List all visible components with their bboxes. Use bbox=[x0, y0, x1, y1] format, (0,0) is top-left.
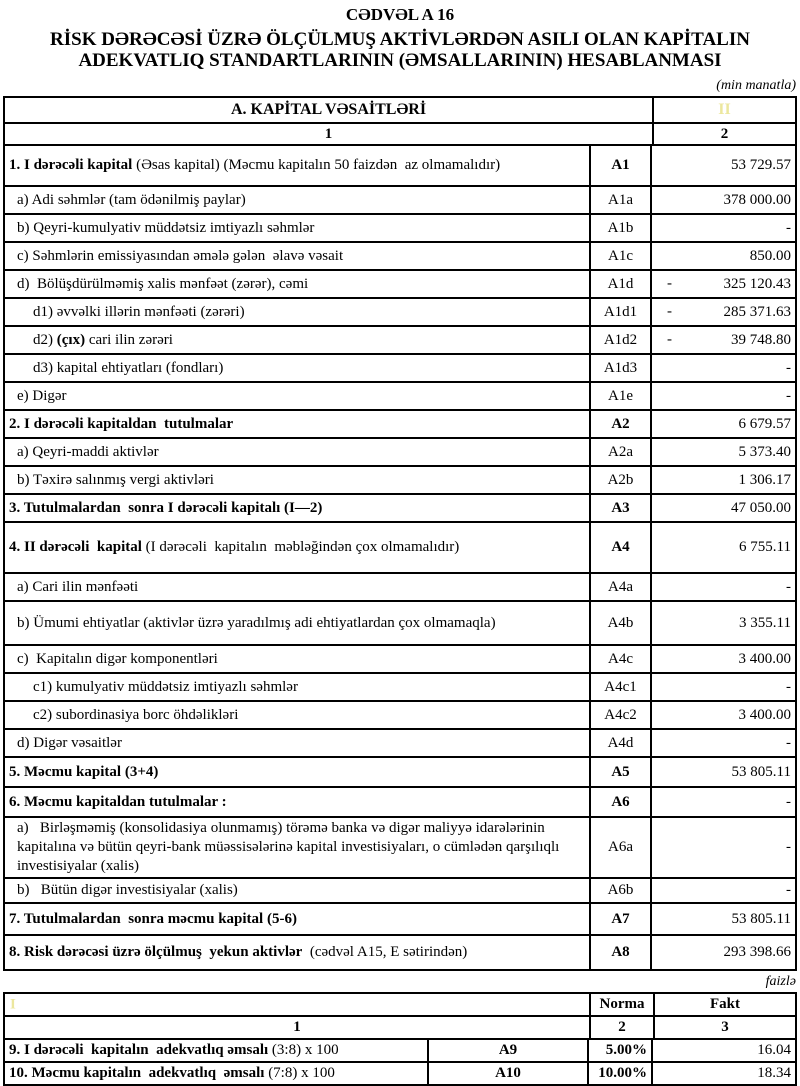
table-row-a4b bbox=[5, 600, 795, 644]
row-code: A8 bbox=[591, 936, 652, 969]
row-code: A1d2 bbox=[591, 327, 652, 353]
table-row-a2 bbox=[5, 409, 795, 437]
table-row-a1c bbox=[5, 241, 795, 269]
row-value: 293 398.66 bbox=[723, 944, 791, 960]
percent-note: faizlə bbox=[765, 974, 796, 989]
row-value: 3 400.00 bbox=[738, 706, 791, 723]
row-label: d1) əvvəlki illərin mənfəəti (zərəri) bbox=[5, 299, 591, 325]
row-label: c2) subordinasiya borc öhdəlikləri bbox=[5, 702, 591, 728]
table-row-a2b bbox=[5, 465, 795, 493]
row-value: - bbox=[786, 734, 791, 751]
row-code: A3 bbox=[591, 495, 652, 521]
row-label: 4. II dərəcəli kapital (I dərəcəli kapitalın məbləğindən çox olmamalıdır) bbox=[5, 523, 591, 572]
ratio-table bbox=[3, 992, 797, 1086]
row-label: b) Qeyri-kumulyativ müddətsiz imtiyazlı səhmlər bbox=[5, 215, 591, 241]
row-value: - bbox=[786, 839, 791, 855]
row-label: b) Ümumi ehtiyatlar (aktivlər üzrə yaradılmış adi ehtiyatlardan çox olmamaqla) bbox=[5, 602, 591, 644]
row-value: - 325 120.43 bbox=[667, 275, 791, 292]
norma-header: Norma bbox=[591, 994, 655, 1015]
row-label: a) Cari ilin mənfəəti bbox=[5, 574, 591, 600]
minus-sign: - bbox=[667, 303, 672, 320]
row-code: A4d bbox=[591, 730, 652, 756]
row-label: 8. Risk dərəcəsi üzrə ölçülmuş yekun aktivlər (cədvəl A15, E sətirindən) bbox=[5, 936, 591, 969]
table-row-a6 bbox=[5, 786, 795, 816]
row-label: c) Səhmlərin emissiyasından əmələ gələn əlavə vəsait bbox=[5, 243, 591, 269]
row-label: b) Bütün digər investisiyalar (xalis) bbox=[5, 879, 591, 902]
row-label: e) Digər bbox=[5, 383, 591, 409]
row-code: A4c2 bbox=[591, 702, 652, 728]
row-code: A4c1 bbox=[591, 674, 652, 700]
row-code: A10 bbox=[429, 1063, 589, 1084]
row-code: A1d bbox=[591, 271, 652, 297]
table-row-a1d1 bbox=[5, 297, 795, 325]
table-row-a7 bbox=[5, 902, 795, 934]
row-label: 5. Məcmu kapital (3+4) bbox=[5, 758, 591, 786]
capital-table-numbering-row bbox=[5, 122, 795, 144]
capital-table bbox=[3, 96, 797, 971]
row-code: A4b bbox=[591, 602, 652, 644]
row-value: 53 805.11 bbox=[731, 763, 791, 780]
table-row-a1a bbox=[5, 185, 795, 213]
row-label: a) Birləşməmiş (konsolidasiya olunmamış) törəmə banka və digər maliyyə idarələrinin kapitalına və bütün qeyri-bank müəssisələrinə kapital investisiyaları, o cümlədən qarşılıqlı investisiyalar (xalis) bbox=[5, 818, 591, 877]
row-code: A1a bbox=[591, 187, 652, 213]
capital-table-header-row bbox=[5, 98, 795, 122]
faded-mark: I bbox=[10, 996, 16, 1012]
row-label: 6. Məcmu kapitaldan tutulmalar : bbox=[5, 788, 591, 816]
minus-sign: - bbox=[667, 331, 672, 348]
row-value: 378 000.00 bbox=[723, 191, 791, 208]
row-label: 3. Tutulmalardan sonra I dərəcəli kapitalı (I—2) bbox=[5, 495, 591, 521]
row-code: A6b bbox=[591, 879, 652, 902]
table-row-a6b bbox=[5, 877, 795, 902]
row-value: - bbox=[786, 882, 791, 898]
table-row-a4c bbox=[5, 644, 795, 672]
row-label: 1. I dərəcəli kapital (Əsas kapital) (Məcmu kapitalın 50 faizdən az olmamalıdır) bbox=[5, 146, 591, 185]
row-value: 5 373.40 bbox=[738, 443, 791, 460]
row-value: - bbox=[786, 387, 791, 404]
row-label: d) Digər vəsaitlər bbox=[5, 730, 591, 756]
col-number-1: 1 bbox=[5, 124, 654, 144]
ratio-header-mark-cell bbox=[5, 994, 591, 1015]
row-value: - bbox=[786, 219, 791, 236]
table-row-a8 bbox=[5, 934, 795, 969]
row-code: A6 bbox=[591, 788, 652, 816]
row-code: A6a bbox=[591, 818, 652, 877]
ratio-table-header-row bbox=[5, 994, 795, 1015]
row-label: 7. Tutulmalardan sonra məcmu kapital (5-6) bbox=[5, 904, 591, 934]
capital-table-title: A. KAPİTAL VƏSAİTLƏRİ bbox=[5, 98, 654, 122]
row-code: A4c bbox=[591, 646, 652, 672]
row-label: d) Bölüşdürülməmiş xalis mənfəət (zərər), cəmi bbox=[5, 271, 591, 297]
row-value: - 39 748.80 bbox=[667, 331, 791, 348]
table-row-a2a bbox=[5, 437, 795, 465]
row-value: 3 400.00 bbox=[738, 650, 791, 667]
row-label: 2. I dərəcəli kapitaldan tutulmalar bbox=[5, 411, 591, 437]
row-value: 6 679.57 bbox=[738, 415, 791, 432]
fakt-value: 18.34 bbox=[757, 1065, 791, 1081]
fakt-value: 16.04 bbox=[757, 1042, 791, 1058]
row-code: A9 bbox=[429, 1040, 589, 1061]
row-value: - bbox=[786, 578, 791, 595]
row-value: - 285 371.63 bbox=[667, 303, 791, 320]
table-row-a1d3 bbox=[5, 353, 795, 381]
row-code: A1e bbox=[591, 383, 652, 409]
col-number-2: 2 bbox=[591, 1017, 655, 1038]
row-code: A1d3 bbox=[591, 355, 652, 381]
table-row-a6a bbox=[5, 816, 795, 877]
capital-table-header-mark-cell bbox=[654, 98, 795, 122]
row-code: A1c bbox=[591, 243, 652, 269]
page-title: CƏDVƏL A 16 bbox=[345, 5, 455, 24]
row-code: A2a bbox=[591, 439, 652, 465]
norma-value: 10.00% bbox=[589, 1063, 653, 1084]
row-code: A4a bbox=[591, 574, 652, 600]
table-row-a1d bbox=[5, 269, 795, 297]
minus-sign: - bbox=[667, 275, 672, 292]
table-row-a5 bbox=[5, 756, 795, 786]
row-label: 10. Məcmu kapitalın adekvatlıq əmsalı (7:8) x 100 bbox=[5, 1063, 429, 1084]
row-code: A2b bbox=[591, 467, 652, 493]
col-number-3: 3 bbox=[721, 1019, 729, 1035]
row-value: 3 355.11 bbox=[739, 614, 791, 631]
row-label: a) Adi səhmlər (tam ödənilmiş paylar) bbox=[5, 187, 591, 213]
col-number-2: 2 bbox=[720, 125, 729, 142]
table-row-a4a bbox=[5, 572, 795, 600]
row-code: A1b bbox=[591, 215, 652, 241]
row-value: 53 805.11 bbox=[731, 910, 791, 927]
row-label: d2) (çıx) cari ilin zərəri bbox=[5, 327, 591, 353]
row-value: 47 050.00 bbox=[731, 499, 791, 516]
table-row-a1d2 bbox=[5, 325, 795, 353]
row-label: 9. I dərəcəli kapitalın adekvatlıq əmsalı (3:8) x 100 bbox=[5, 1040, 429, 1061]
row-label: d3) kapital ehtiyatları (fondları) bbox=[5, 355, 591, 381]
table-row-a1 bbox=[5, 144, 795, 185]
row-value: - bbox=[786, 359, 791, 376]
col-number-1: 1 bbox=[5, 1017, 591, 1038]
row-value: 53 729.57 bbox=[731, 157, 791, 173]
row-value: 850.00 bbox=[749, 247, 791, 264]
page-subtitle: RİSK DƏRƏCƏSİ ÜZRƏ ÖLÇÜLMUŞ AKTİVLƏRDƏN ASILI OLAN KAPİTALIN ADEKVATLIQ STANDARTLARININ (ƏMSALLARININ) HESABLANMASI bbox=[50, 29, 750, 71]
unit-note: (min manatla) bbox=[716, 78, 796, 93]
table-row-a4 bbox=[5, 521, 795, 572]
row-code: A1 bbox=[591, 146, 652, 185]
row-value: - bbox=[786, 678, 791, 695]
table-row-a4d bbox=[5, 728, 795, 756]
table-row-a4c2 bbox=[5, 700, 795, 728]
row-label: c1) kumulyativ müddətsiz imtiyazlı səhmlər bbox=[5, 674, 591, 700]
table-row-a3 bbox=[5, 493, 795, 521]
norma-value: 5.00% bbox=[589, 1040, 653, 1061]
row-value: - bbox=[786, 793, 791, 810]
table-row-a4c1 bbox=[5, 672, 795, 700]
row-label: c) Kapitalın digər komponentləri bbox=[5, 646, 591, 672]
fakt-header: Fakt bbox=[710, 996, 740, 1012]
faded-mark: II bbox=[718, 101, 731, 118]
row-code: A7 bbox=[591, 904, 652, 934]
row-code: A4 bbox=[591, 523, 652, 572]
table-row-a9 bbox=[5, 1038, 795, 1061]
row-code: A5 bbox=[591, 758, 652, 786]
row-label: a) Qeyri-maddi aktivlər bbox=[5, 439, 591, 465]
row-code: A1d1 bbox=[591, 299, 652, 325]
row-label: b) Təxirə salınmış vergi aktivləri bbox=[5, 467, 591, 493]
table-row-a1e bbox=[5, 381, 795, 409]
row-code: A2 bbox=[591, 411, 652, 437]
table-row-a1b bbox=[5, 213, 795, 241]
row-value: 6 755.11 bbox=[739, 539, 791, 555]
table-row-a10 bbox=[5, 1061, 795, 1084]
row-value: 1 306.17 bbox=[738, 471, 791, 488]
